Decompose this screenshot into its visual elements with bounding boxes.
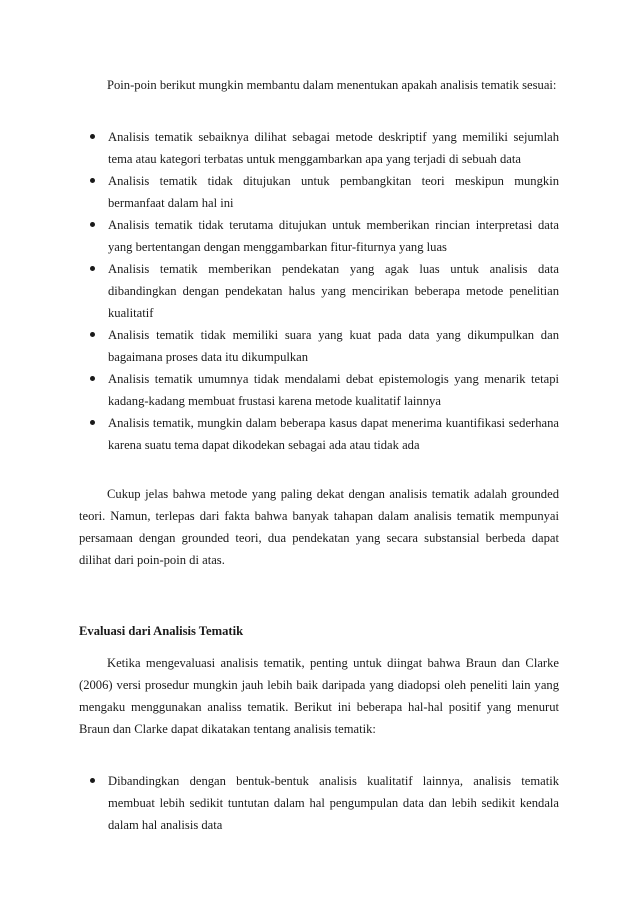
bullet-icon bbox=[90, 134, 95, 139]
intro-paragraph bbox=[79, 74, 559, 96]
criteria-list bbox=[79, 126, 559, 456]
intro-text: Poin-poin berikut mungkin membantu dalam menentukan apakah analisis tematik sesuai: bbox=[107, 78, 557, 92]
list-item bbox=[79, 126, 559, 170]
positives-list bbox=[79, 770, 559, 836]
list-item-text: Analisis tematik umumnya tidak mendalami debat epistemologis yang menarik tetapi kadang-kadang membuat frustasi karena metode kualitatif lainnya bbox=[108, 372, 559, 408]
list-item-text: Analisis tematik, mungkin dalam beberapa kasus dapat menerima kuantifikasi sederhana karena suatu tema dapat dikodekan sebagai ada atau tidak ada bbox=[108, 416, 559, 452]
bullet-icon bbox=[90, 266, 95, 271]
list-item bbox=[79, 368, 559, 412]
list-item bbox=[79, 258, 559, 324]
section-heading: Evaluasi dari Analisis Tematik bbox=[79, 624, 244, 638]
list-item-text: Analisis tematik tidak terutama ditujukan untuk memberikan rincian interpretasi data yang bertentangan dengan menggambarkan fitur-fiturnya yang luas bbox=[108, 218, 559, 254]
bullet-icon bbox=[90, 420, 95, 425]
bullet-icon bbox=[90, 376, 95, 381]
list-item bbox=[79, 770, 559, 836]
bullet-icon bbox=[90, 778, 95, 783]
list-item bbox=[79, 324, 559, 368]
comparison-text: Cukup jelas bahwa metode yang paling dekat dengan analisis tematik adalah grounded teori. Namun, terlepas dari fakta bahwa banyak tahapan dalam analisis tematik mempunyai persamaan dengan grounded teori, dua pendekatan yang secara substansial berbeda dapat dilihat dari poin-poin di atas. bbox=[79, 487, 559, 567]
evaluation-paragraph bbox=[79, 652, 559, 740]
bullet-icon bbox=[90, 332, 95, 337]
list-item-text: Analisis tematik memberikan pendekatan yang agak luas untuk analisis data dibandingkan dengan pendekatan halus yang mencirikan beberapa metode penelitian kualitatif bbox=[108, 262, 559, 320]
list-item-text: Analisis tematik tidak ditujukan untuk pembangkitan teori meskipun mungkin bermanfaat dalam hal ini bbox=[108, 174, 559, 210]
list-item-text: Analisis tematik tidak memiliki suara yang kuat pada data yang dikumpulkan dan bagaimana proses data itu dikumpulkan bbox=[108, 328, 559, 364]
bullet-icon bbox=[90, 178, 95, 183]
list-item bbox=[79, 214, 559, 258]
list-item bbox=[79, 170, 559, 214]
evaluation-text: Ketika mengevaluasi analisis tematik, penting untuk diingat bahwa Braun dan Clarke (2006) versi prosedur mungkin jauh lebih baik daripada yang diadopsi oleh peneliti lain yang mengaku menggunakan analiss tematik. Berikut ini beberapa hal-hal positif yang menurut Braun dan Clarke dapat dikatakan tentang analisis tematik: bbox=[79, 656, 559, 736]
bullet-icon bbox=[90, 222, 95, 227]
list-item bbox=[79, 412, 559, 456]
list-item-text: Analisis tematik sebaiknya dilihat sebagai metode deskriptif yang memiliki sejumlah tema atau kategori terbatas untuk menggambarkan apa yang terjadi di sebuah data bbox=[108, 130, 559, 166]
list-item-text: Dibandingkan dengan bentuk-bentuk analisis kualitatif lainnya, analisis tematik membuat lebih sedikit tuntutan dalam hal pengumpulan data dan lebih sedikit kendala dalam hal analisis data bbox=[108, 774, 559, 832]
comparison-paragraph bbox=[79, 483, 559, 571]
